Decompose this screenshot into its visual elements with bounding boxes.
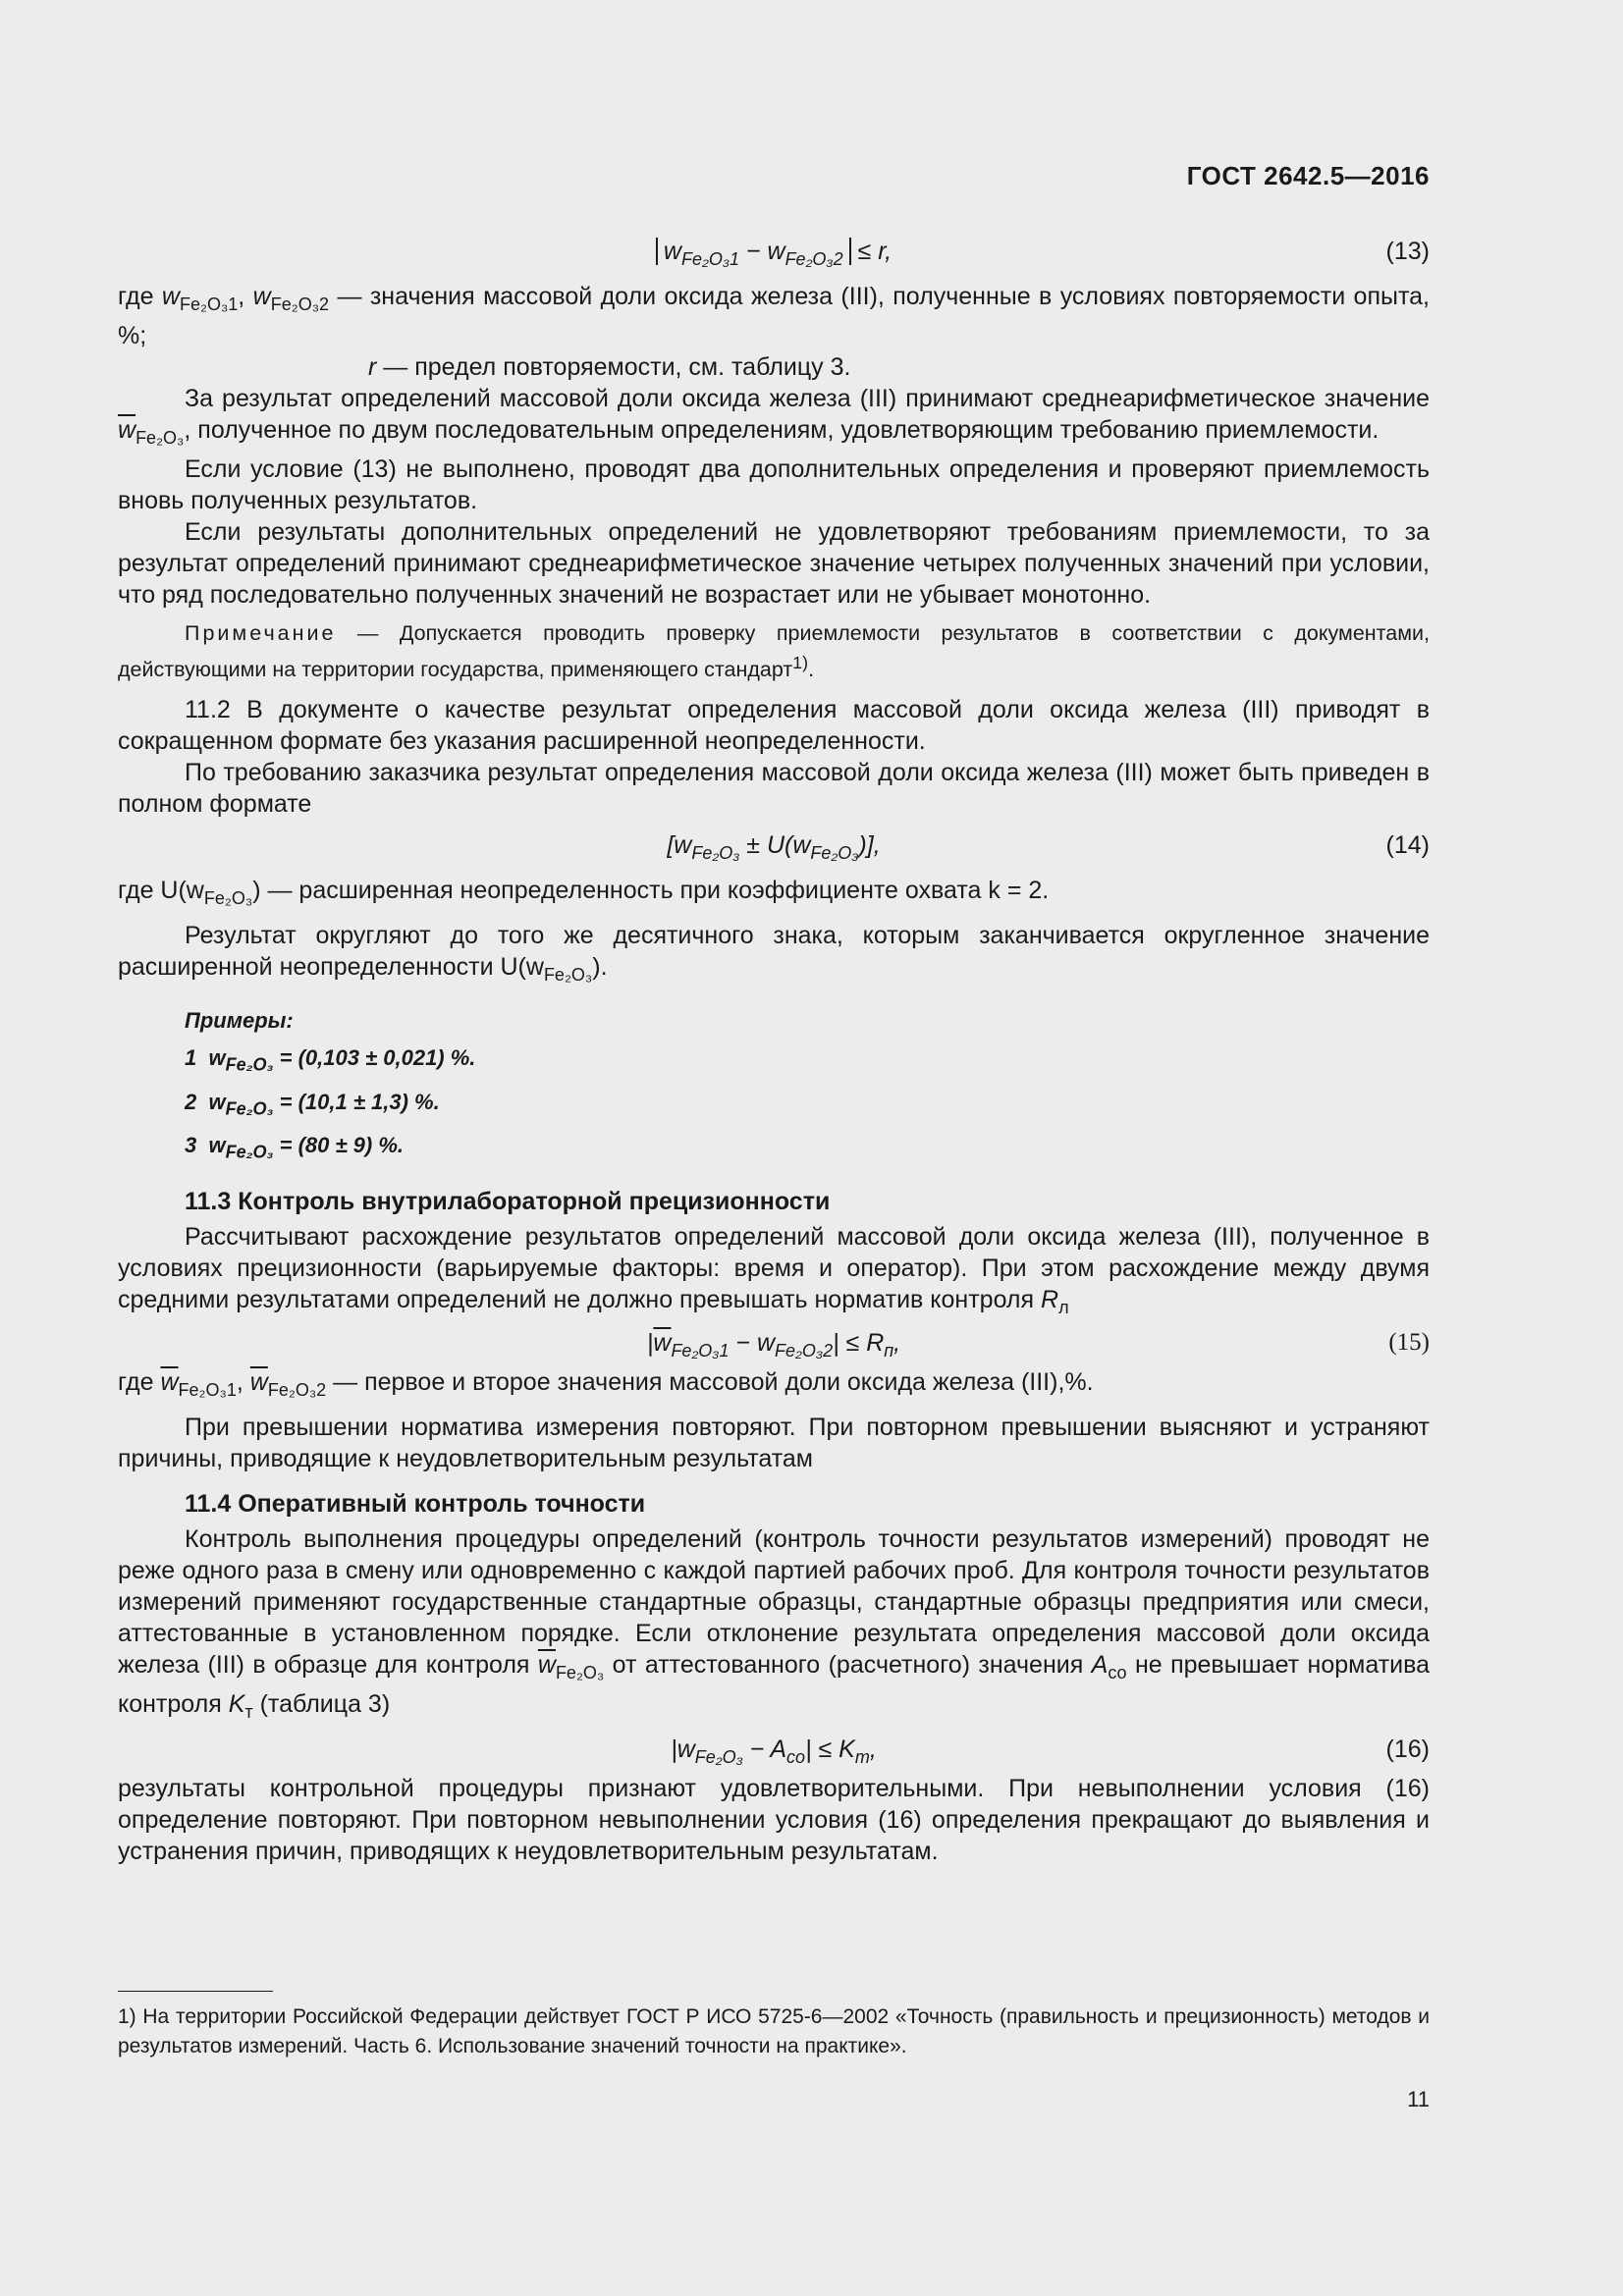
paragraph: Контроль выполнения процедуры определений (контроль точности результатов измерений) проводят не реже одного раза в смену или одновременно с каждой партией рабочих проб. Для контроля точности результатов измерений применяют государственные стандартные образцы, стандартные образцы предприятия или смеси, аттестованные в установленном порядке. Если отклонение результата определения массовой доли оксида железа (III) в образце для контроля $\overline{w}_{Fe_2O_3}$ от аттестованного (расчетного) значения $A_{со}$ не превышает норматива контроля $K_т$ (таблица 3) bbox=[118, 1525, 1431, 1723]
note: Примечание — Допускается проводить проверку приемлемости результатов в соответствии с документами, действующими на территории государства, применяющего стандарт$^{1)}$. bbox=[118, 621, 1430, 682]
formula-number: (14) bbox=[1385, 831, 1430, 860]
formula-14: $[w_{Fe_2O_3} \pm U(w_{Fe_2O_3})]$, (14) bbox=[667, 831, 1430, 864]
document-code: ГОСТ 2642.5—2016 bbox=[1186, 161, 1430, 190]
paragraph: За результат определений массовой доли оксида железа (III) принимают среднеарифметическое значение $\overline{w}_{Fe_2O_3}$, полученное по двум последовательным определениям, удовлетворяющим требованию приемлемости. bbox=[118, 385, 1430, 448]
formula-15: $|\overline{w}_{Fe_2O_31} - w_{Fe_2O_32}| \le R_п$, (15) bbox=[646, 1329, 1430, 1362]
formula-number: (15) bbox=[1388, 1329, 1430, 1357]
examples-title: Примеры: bbox=[185, 1008, 294, 1034]
main-content bbox=[118, 226, 1430, 1867]
formula-number: (13) bbox=[1385, 238, 1430, 265]
paragraph: Результат округляют до того же десятичного знака, которым заканчивается округленное значение расширенной неопределенности $U(w_{Fe_2O_3})$. bbox=[118, 922, 1430, 986]
formula-16: $|w_{Fe_2O_3} - A_{со}| \le K_т$, (16) bbox=[671, 1735, 1430, 1768]
abs-expression: $w_{Fe_2O_31} - w_{Fe_2O_32}$ bbox=[656, 238, 851, 265]
example-item: 2 $w_{Fe_2O_3} = (10,1 \pm 1,3)$ %. bbox=[185, 1089, 440, 1118]
paragraph: Рассчитывают расхождение результатов определений массовой доли оксида железа (III), полученное в условиях прецизионности (варьируемые факторы: время и оператор). При этом расхождение между двумя средними результатами определений не должно превышать норматив контроля $R_л$ bbox=[118, 1223, 1430, 1318]
where-definition-13: где $w_{Fe_2O_31}$, $w_{Fe_2O_32}$ — значения массовой доли оксида железа (III), полученные в условиях повторяемости опыта, %; bbox=[118, 283, 1430, 349]
section-heading-11-4: 11.4 Оперативный контроль точности bbox=[185, 1490, 646, 1519]
section-heading-11-3: 11.3 Контроль внутрилабораторной прецизионности bbox=[185, 1188, 831, 1216]
paragraph: Если условие (13) не выполнено, проводят два дополнительных определения и проверяют приемлемость вновь полученных результатов. bbox=[118, 455, 1430, 514]
footnote: 1) На территории Российской Федерации действует ГОСТ Р ИСО 5725-6—2002 «Точность (правильность и прецизионность) методов и результатов измерений. Часть 6. Использование значений точности на практике». bbox=[118, 2005, 1430, 2057]
example-item: 3 $w_{Fe_2O_3} = (80 \pm 9)$ %. bbox=[185, 1132, 405, 1162]
footnote-ref: 1) bbox=[792, 653, 809, 672]
paragraph: результаты контрольной процедуры признают удовлетворительными. При невыполнении условия (16) определение повторяют. При повторном невыполнении условия (16) определения прекращают до выявления и устранения причин, приводящих к неудовлетворительным результатам. bbox=[118, 1775, 1430, 1866]
paragraph: По требованию заказчика результат определения массовой доли оксида железа (III) может быть приведен в полном формате bbox=[118, 759, 1430, 819]
example-item: 1 $w_{Fe_2O_3} = (0,103 \pm 0,021)$ %. bbox=[185, 1045, 476, 1075]
where-r-definition: r — предел повторяемости, см. таблицу 3. bbox=[368, 353, 851, 381]
examples bbox=[118, 1002, 1430, 1170]
paragraph: Если результаты дополнительных определений не удовлетворяют требованиям приемлемости, то за результат определений принимают среднеарифметическое значение четырех полученных значений при условии, что ряд последовательно полученных значений не возрастает или не убывает монотонно. bbox=[118, 518, 1430, 609]
paragraph: При превышении норматива измерения повторяют. При повторном превышении выясняют и устраняют причины, приводящие к неудовлетворительным результатам bbox=[118, 1414, 1430, 1473]
page-number: 11 bbox=[1407, 2087, 1430, 2111]
formula-number: (16) bbox=[1385, 1735, 1430, 1764]
footnote-divider bbox=[118, 1991, 273, 1992]
formula-13: $w_{Fe_2O_31} - w_{Fe_2O_32} \le r$, (13) bbox=[118, 226, 1430, 281]
where-definition-14: где $U(w_{Fe_2O_3})$ — расширенная неопределенность при коэффициенте охвата k = 2. bbox=[118, 877, 1050, 909]
section-11-2: 11.2 В документе о качестве результат определения массовой доли оксида железа (III) приводят в сокращенном формате без указания расширенной неопределенности. bbox=[118, 696, 1430, 756]
where-definition-15: где $\overline{w}_{Fe_2O_31}$, $\overline{w}_{Fe_2O_32}$ — первое и второе значения массовой доли оксида железа (III),%. bbox=[118, 1368, 1094, 1401]
